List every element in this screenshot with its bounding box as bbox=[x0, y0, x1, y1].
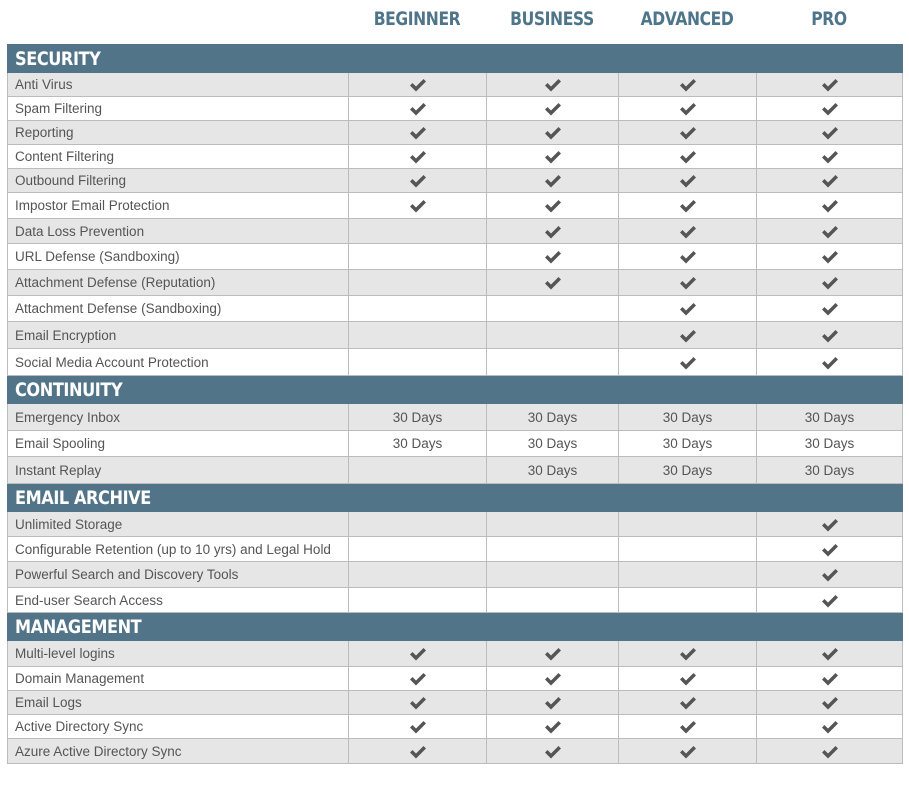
section-header bbox=[8, 45, 903, 73]
check-icon bbox=[821, 102, 839, 116]
plan-cell-pro bbox=[757, 270, 903, 296]
check-icon bbox=[679, 647, 697, 661]
check-icon bbox=[544, 250, 562, 264]
table-row bbox=[8, 691, 903, 715]
check-icon bbox=[679, 102, 697, 116]
plan-cell-business bbox=[487, 715, 619, 739]
plan-cell-pro bbox=[757, 193, 903, 219]
plan-cell-business bbox=[487, 739, 619, 764]
plan-cell-pro bbox=[757, 121, 903, 145]
feature-name: Attachment Defense (Reputation) bbox=[8, 270, 349, 296]
check-icon bbox=[544, 276, 562, 290]
check-icon bbox=[679, 150, 697, 164]
plan-cell-advanced bbox=[619, 641, 757, 667]
plan-cell-business bbox=[487, 145, 619, 169]
plan-cell-business bbox=[487, 73, 619, 97]
check-icon bbox=[821, 199, 839, 213]
feature-name: Email Encryption bbox=[8, 322, 349, 349]
feature-name: Impostor Email Protection bbox=[8, 193, 349, 219]
plan-cell-advanced bbox=[619, 562, 757, 588]
section-title: CONTINUITY bbox=[15, 378, 123, 401]
plan-cell-advanced bbox=[619, 404, 757, 431]
plan-cell-advanced bbox=[619, 322, 757, 349]
check-icon bbox=[821, 568, 839, 582]
feature-name: Domain Management bbox=[8, 667, 349, 691]
table-row bbox=[8, 641, 903, 667]
feature-name: Social Media Account Protection bbox=[8, 349, 349, 376]
plan-cell-advanced bbox=[619, 121, 757, 145]
feature-name: Emergency Inbox bbox=[8, 404, 349, 431]
plan-cell-pro bbox=[757, 169, 903, 193]
table-row bbox=[8, 296, 903, 322]
check-icon bbox=[821, 745, 839, 759]
plan-cell-pro bbox=[757, 562, 903, 588]
plan-cell-pro bbox=[757, 349, 903, 376]
check-icon bbox=[821, 696, 839, 710]
retention-value: 30 Days bbox=[804, 462, 855, 478]
feature-comparison-table bbox=[7, 44, 903, 764]
check-icon bbox=[821, 672, 839, 686]
plan-cell-business bbox=[487, 169, 619, 193]
check-icon bbox=[821, 594, 839, 608]
feature-name: Attachment Defense (Sandboxing) bbox=[8, 296, 349, 322]
plan-cell-business bbox=[487, 588, 619, 613]
plan-cell-advanced bbox=[619, 244, 757, 270]
check-icon bbox=[544, 745, 562, 759]
check-icon bbox=[821, 174, 839, 188]
table-row bbox=[8, 715, 903, 739]
section-title: SECURITY bbox=[15, 47, 101, 70]
check-icon bbox=[679, 126, 697, 140]
plan-cell-pro bbox=[757, 322, 903, 349]
plan-cell-pro bbox=[757, 244, 903, 270]
check-icon bbox=[821, 250, 839, 264]
check-icon bbox=[544, 102, 562, 116]
plan-cell-business bbox=[487, 296, 619, 322]
check-icon bbox=[544, 720, 562, 734]
plan-cell-pro bbox=[757, 145, 903, 169]
plan-cell-advanced bbox=[619, 667, 757, 691]
retention-value: 30 Days bbox=[662, 409, 713, 425]
plan-cell-pro bbox=[757, 667, 903, 691]
plan-cell-pro bbox=[757, 296, 903, 322]
feature-name: Data Loss Prevention bbox=[8, 219, 349, 244]
check-icon bbox=[679, 78, 697, 92]
plan-cell-beginner bbox=[349, 270, 487, 296]
plan-cell-advanced bbox=[619, 169, 757, 193]
check-icon bbox=[821, 276, 839, 290]
check-icon bbox=[679, 276, 697, 290]
plan-cell-pro bbox=[757, 739, 903, 764]
plan-cell-pro bbox=[757, 691, 903, 715]
plan-cell-advanced bbox=[619, 193, 757, 219]
plan-cell-advanced bbox=[619, 739, 757, 764]
table-row bbox=[8, 121, 903, 145]
check-icon bbox=[821, 356, 839, 370]
check-icon bbox=[409, 745, 427, 759]
plan-cell-advanced bbox=[619, 691, 757, 715]
section-title-cell bbox=[8, 45, 903, 73]
feature-name: Spam Filtering bbox=[8, 97, 349, 121]
check-icon bbox=[409, 78, 427, 92]
retention-value: 30 Days bbox=[804, 436, 855, 451]
check-icon bbox=[544, 126, 562, 140]
check-icon bbox=[821, 78, 839, 92]
plan-cell-advanced bbox=[619, 715, 757, 739]
plan-cell-beginner bbox=[349, 537, 487, 562]
plan-cell-pro bbox=[757, 457, 903, 484]
check-icon bbox=[821, 126, 839, 140]
plan-cell-advanced bbox=[619, 512, 757, 537]
plan-cell-beginner bbox=[349, 349, 487, 376]
check-icon bbox=[821, 302, 839, 316]
retention-value: 30 Days bbox=[527, 462, 578, 478]
feature-name: Multi-level logins bbox=[8, 641, 349, 667]
plan-cell-pro bbox=[757, 404, 903, 431]
plan-name-business: BUSINESS bbox=[510, 8, 594, 30]
check-icon bbox=[679, 745, 697, 759]
feature-name: Email Spooling bbox=[8, 431, 349, 457]
check-icon bbox=[679, 672, 697, 686]
plan-cell-pro bbox=[757, 97, 903, 121]
retention-value: 30 Days bbox=[527, 436, 578, 451]
check-icon bbox=[409, 102, 427, 116]
check-icon bbox=[544, 696, 562, 710]
table-row bbox=[8, 457, 903, 484]
plan-cell-business bbox=[487, 193, 619, 219]
check-icon bbox=[409, 696, 427, 710]
plan-cell-business bbox=[487, 349, 619, 376]
feature-name: Active Directory Sync bbox=[8, 715, 349, 739]
check-icon bbox=[409, 647, 427, 661]
check-icon bbox=[821, 518, 839, 532]
retention-value: 30 Days bbox=[662, 436, 713, 451]
plan-cell-advanced bbox=[619, 431, 757, 457]
plan-cell-beginner bbox=[349, 219, 487, 244]
plan-cell-advanced bbox=[619, 296, 757, 322]
feature-name: URL Defense (Sandboxing) bbox=[8, 244, 349, 270]
plan-cell-advanced bbox=[619, 457, 757, 484]
table-row bbox=[8, 219, 903, 244]
check-icon bbox=[409, 199, 427, 213]
plan-cell-beginner bbox=[349, 641, 487, 667]
plan-cell-business bbox=[487, 512, 619, 537]
plan-cell-advanced bbox=[619, 270, 757, 296]
check-icon bbox=[409, 720, 427, 734]
feature-name: Azure Active Directory Sync bbox=[8, 739, 349, 764]
check-icon bbox=[821, 720, 839, 734]
plan-cell-beginner bbox=[349, 244, 487, 270]
plan-name-pro: PRO bbox=[811, 8, 847, 30]
check-icon bbox=[679, 329, 697, 343]
check-icon bbox=[679, 250, 697, 264]
plan-name-beginner: BEGINNER bbox=[373, 8, 461, 30]
plan-cell-advanced bbox=[619, 219, 757, 244]
check-icon bbox=[821, 647, 839, 661]
check-icon bbox=[544, 672, 562, 686]
plan-cell-beginner bbox=[349, 667, 487, 691]
plan-cell-pro bbox=[757, 537, 903, 562]
plan-cell-beginner bbox=[349, 588, 487, 613]
table-row bbox=[8, 562, 903, 588]
check-icon bbox=[544, 647, 562, 661]
check-icon bbox=[679, 720, 697, 734]
retention-value: 30 Days bbox=[527, 409, 578, 425]
plan-cell-business bbox=[487, 121, 619, 145]
check-icon bbox=[409, 150, 427, 164]
feature-name: Anti Virus bbox=[8, 73, 349, 97]
table-row bbox=[8, 739, 903, 764]
section-title-cell bbox=[8, 376, 903, 404]
plan-cell-business bbox=[487, 691, 619, 715]
plan-cell-advanced bbox=[619, 349, 757, 376]
plan-cell-pro bbox=[757, 219, 903, 244]
plan-cell-business bbox=[487, 219, 619, 244]
section-header bbox=[8, 613, 903, 641]
plan-cell-business bbox=[487, 270, 619, 296]
check-icon bbox=[544, 174, 562, 188]
plan-cell-beginner bbox=[349, 512, 487, 537]
section-header bbox=[8, 376, 903, 404]
table-row bbox=[8, 537, 903, 562]
plan-cell-beginner bbox=[349, 562, 487, 588]
plan-cell-pro bbox=[757, 73, 903, 97]
check-icon bbox=[409, 126, 427, 140]
plan-cell-beginner bbox=[349, 431, 487, 457]
retention-value: 30 Days bbox=[662, 462, 713, 478]
plan-cell-beginner bbox=[349, 97, 487, 121]
check-icon bbox=[544, 225, 562, 239]
plan-cell-pro bbox=[757, 641, 903, 667]
plan-cell-advanced bbox=[619, 73, 757, 97]
table-row bbox=[8, 667, 903, 691]
plan-cell-beginner bbox=[349, 193, 487, 219]
plan-cell-beginner bbox=[349, 739, 487, 764]
table-row bbox=[8, 169, 903, 193]
plan-cell-beginner bbox=[349, 121, 487, 145]
table-row bbox=[8, 431, 903, 457]
check-icon bbox=[679, 225, 697, 239]
table-row bbox=[8, 193, 903, 219]
check-icon bbox=[544, 78, 562, 92]
check-icon bbox=[544, 199, 562, 213]
check-icon bbox=[409, 174, 427, 188]
plan-cell-pro bbox=[757, 588, 903, 613]
table-row bbox=[8, 97, 903, 121]
check-icon bbox=[679, 174, 697, 188]
plan-cell-beginner bbox=[349, 404, 487, 431]
feature-name: Instant Replay bbox=[8, 457, 349, 484]
check-icon bbox=[821, 150, 839, 164]
check-icon bbox=[679, 302, 697, 316]
table-row bbox=[8, 270, 903, 296]
plan-cell-advanced bbox=[619, 588, 757, 613]
plan-cell-pro bbox=[757, 512, 903, 537]
table-row bbox=[8, 244, 903, 270]
plan-cell-business bbox=[487, 244, 619, 270]
plan-cell-pro bbox=[757, 431, 903, 457]
table-row bbox=[8, 349, 903, 376]
plan-cell-beginner bbox=[349, 322, 487, 349]
check-icon bbox=[679, 199, 697, 213]
plan-cell-beginner bbox=[349, 296, 487, 322]
retention-value: 30 Days bbox=[392, 409, 443, 425]
check-icon bbox=[544, 150, 562, 164]
plan-cell-beginner bbox=[349, 715, 487, 739]
plan-cell-beginner bbox=[349, 691, 487, 715]
table-row bbox=[8, 145, 903, 169]
feature-name: Configurable Retention (up to 10 yrs) and Legal Hold bbox=[8, 537, 349, 562]
feature-name: Unlimited Storage bbox=[8, 512, 349, 537]
plan-cell-business bbox=[487, 562, 619, 588]
check-icon bbox=[821, 543, 839, 557]
table-row bbox=[8, 588, 903, 613]
plan-cell-business bbox=[487, 322, 619, 349]
table-row bbox=[8, 404, 903, 431]
plan-cell-pro bbox=[757, 715, 903, 739]
section-title: EMAIL ARCHIVE bbox=[15, 486, 151, 509]
plan-cell-business bbox=[487, 667, 619, 691]
plan-cell-business bbox=[487, 457, 619, 484]
feature-name: Reporting bbox=[8, 121, 349, 145]
table-row bbox=[8, 73, 903, 97]
plan-name-advanced: ADVANCED bbox=[640, 8, 734, 30]
check-icon bbox=[409, 672, 427, 686]
check-icon bbox=[679, 356, 697, 370]
plan-cell-advanced bbox=[619, 537, 757, 562]
plan-cell-business bbox=[487, 641, 619, 667]
feature-name: Content Filtering bbox=[8, 145, 349, 169]
check-icon bbox=[821, 329, 839, 343]
plan-cell-business bbox=[487, 537, 619, 562]
retention-value: 30 Days bbox=[392, 436, 443, 451]
section-title-cell bbox=[8, 484, 903, 512]
plan-cell-beginner bbox=[349, 73, 487, 97]
retention-value: 30 Days bbox=[804, 409, 855, 425]
check-icon bbox=[679, 696, 697, 710]
feature-name: End-user Search Access bbox=[8, 588, 349, 613]
feature-name: Email Logs bbox=[8, 691, 349, 715]
plan-header bbox=[0, 0, 909, 44]
table-row bbox=[8, 322, 903, 349]
section-header bbox=[8, 484, 903, 512]
section-title-cell bbox=[8, 613, 903, 641]
table-row bbox=[8, 512, 903, 537]
section-title: MANAGEMENT bbox=[15, 615, 142, 638]
feature-name: Powerful Search and Discovery Tools bbox=[8, 562, 349, 588]
plan-cell-advanced bbox=[619, 145, 757, 169]
check-icon bbox=[821, 225, 839, 239]
plan-cell-beginner bbox=[349, 457, 487, 484]
plan-cell-beginner bbox=[349, 145, 487, 169]
plan-cell-beginner bbox=[349, 169, 487, 193]
plan-cell-business bbox=[487, 404, 619, 431]
plan-cell-business bbox=[487, 431, 619, 457]
plan-cell-advanced bbox=[619, 97, 757, 121]
feature-name: Outbound Filtering bbox=[8, 169, 349, 193]
plan-cell-business bbox=[487, 97, 619, 121]
